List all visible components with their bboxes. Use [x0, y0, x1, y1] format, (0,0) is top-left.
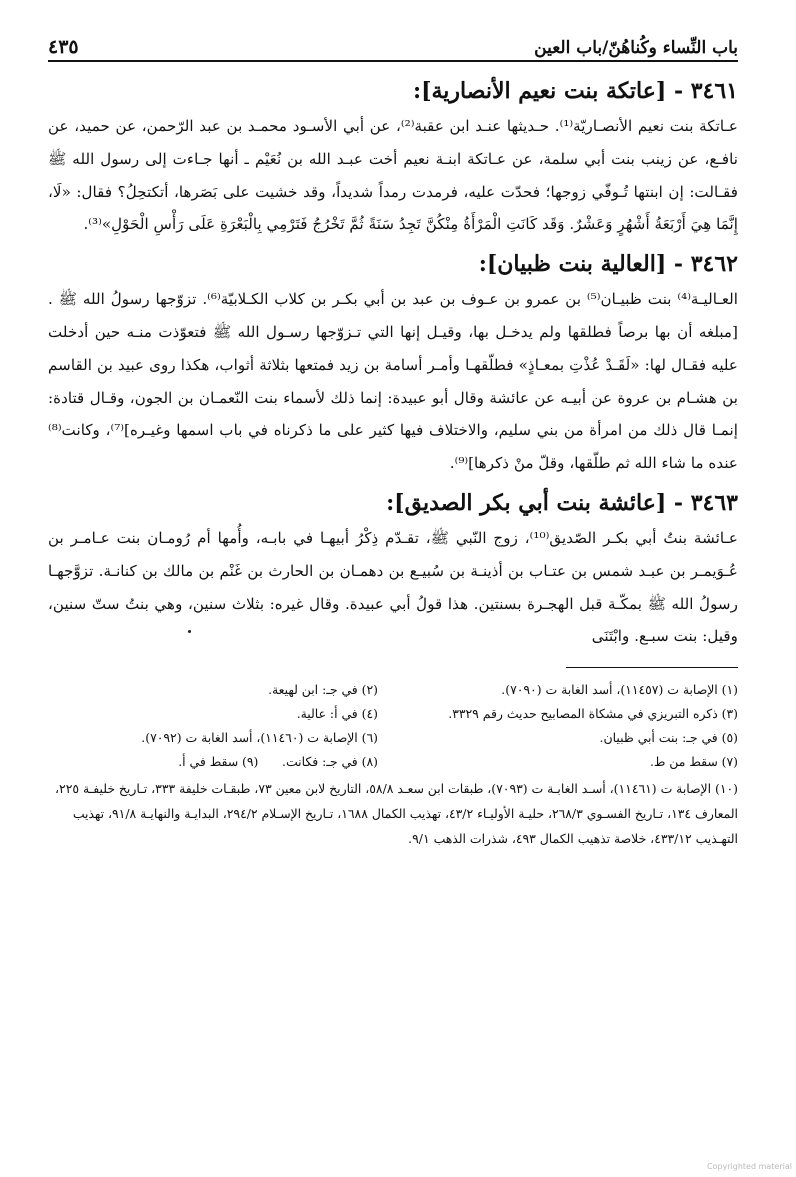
entry-title-3462: ٣٤٦٢ - [العالية بنت ظبيان]: [478, 251, 738, 278]
chapter-title: باب النِّساء وكُناهُنّ/باب العين [534, 38, 738, 58]
stray-dot [188, 630, 191, 633]
footnote-2: (٢) في جـ: ابن لهيعة. [268, 682, 378, 698]
footnote-6: (٦) الإصابة ت (١١٤٦٠)، أسد الغابة ت (٧٠٩٢). [141, 730, 378, 746]
entry-text-3461: عـاتكة بنت نعيم الأنصـاريّة⁽¹⁾. حـديثها عنـد ابن عقبة⁽²⁾، عن أبي الأسـود محمـد بن عبد الرّحمن، عن حميد، عن نافـع، عن زينب بنت أبي سلمة، عن عـاتكة ابنـة نعيم أخت عبـد الله بن نُعَيْم ـ أنها جـاءت إلى رسول الله ﷺ فقـالت: إن ابنتها تُـوفّي زوجها؛ فحدّت عليه، فرمدت رمداً شديداً، وقد خشيت على بَصَرها، أتكتحِلُ؟ فقال: «لَا، إِنَّمَا هِيَ أَرْبَعَةُ أَشْهُرٍ وَعَشْرٌ. وَقَد كَانَتِ الْمَرْأَةُ مِنْكُنَّ تَجِدُ سَنَةً ثُمَّ تَخْرُجُ فَتَرْمِي بِالْبَعْرَةِ عَلَى رَأْسِ الْحَوْلِ»⁽³⁾. [48, 117, 738, 234]
footnote-1: (١) الإصابة ت (١١٤٥٧)، أسد الغابة ت (٧٠٩٠). [501, 682, 738, 698]
running-header [48, 28, 738, 58]
footnote-4: (٤) في أ: عالية. [296, 706, 378, 722]
footnote-5: (٥) في جـ: بنت أبي ظبيان. [599, 730, 738, 746]
book-page [48, 28, 738, 851]
footnote-7: (٧) سقط من ط. [649, 754, 738, 770]
entry-title-3463: ٣٤٦٣ - [عائشة بنت أبي بكر الصديق]: [386, 489, 738, 516]
page-number: ٤٣٥ [48, 36, 79, 58]
footnote-10: (١٠) الإصابة ت (١١٤٦١)، أسـد الغابـة ت (٧٠٩٣)، طبقات ابن سعـد ٥٨/٨، التاريخ لابن معين ٧٣، طبقـات خليفة ٣٣٣، تـاريخ خليفـة ٢٢٥، المعارف ١٣٤، تـاريخ الفسـوي ٢٦٨/٣، حليـة الأوليـاء ٤٣/٢، تهذيب الكمال ١٦٨٨، تـاريخ الإسـلام ٢٩٤/٢، البدايـة والنهايـة ٩١/٨، تهذيب التهـذيب ٤٣٣/١٢، خلاصة تذهيب الكمال ٤٩٣، شذرات الذهب ٩/١. [55, 781, 738, 847]
entry-text-3463: عـائشة بنتُ أبي بكـر الصّديق⁽¹⁰⁾، زوج النّبي ﷺ، تقـدّم ذِكْرُ أبيهـا في بابـه، وأُمها أم رُومـان بنت عـامـر بن عُـوَيمـر بن عبـد شمس بن عتـاب بن أذينـة بن سُبيـع بن دهمـان بن الحارث بن غَنْم بن مالك بن كنانـة. تزوَّجهـا رسولُ الله ﷺ بمكّـة قبل الهجـرة بسنتين. هذا قولُ أبي عبيدة. وقال غيره: بثلاث سنين، وهي بنتُ ستّ سنين، وقيل: بنت سبـع. وابْتَنَى [48, 528, 738, 646]
footnote-8: (٨) في جـ: فكانت. [282, 754, 378, 770]
footnotes-rule [566, 667, 738, 668]
entry-text-3462: العـاليـة⁽⁴⁾ بنت ظبيـان⁽⁵⁾ بن عمرو بن عـوف بن عبد بن أبي بكـر بن كلاب الكـلابيّة⁽⁶⁾. تزوّجها رسولُ الله ﷺ . [مبلغه أن بها برصاً فطلقها ولم يدخـل بها، وقيـل إنها التي تـزوّجها رسـول الله ﷺ فتعوّذت منـه حين أدخلت عليه فقـال لها: «لَقَـدْ عُذْتِ بمعـاذٍ» فطلّقهـا وأمـر أسامة بن زيد فمتعها بثلاثة أثواب، هكذا روى عبيد بن القاسم بن هشـام بن عروة عن أبيـه عن عائشة وقال أبو عبيدة: إنما ذلك لأسماء بنت النّعمـان بن الجون، وقـال قتادة: إنمـا قال ذلك من امرأة من بني سليم، والاختلاف فيها كثير على ما ذكرناه في باب اسمها وغيـره]⁽⁷⁾، وكانت⁽⁸⁾ عنده ما شاء الله ثم طلّقها، وقلّ منْ ذكرها]⁽⁹⁾. [48, 290, 738, 473]
footnote-9: (٩) سقط في أ. [178, 754, 259, 770]
footnotes [48, 678, 738, 774]
footnote-8-9 [48, 750, 378, 774]
footnote-3: (٣) ذكره التبريزي في مشكاة المصابيح حديث رقم ٣٣٢٩. [448, 706, 738, 722]
header-rule [48, 60, 738, 62]
copyright-watermark: Copyrighted material [706, 1162, 792, 1171]
entry-title-3461: ٣٤٦١ - [عاتكة بنت نعيم الأنصارية]: [412, 78, 738, 104]
